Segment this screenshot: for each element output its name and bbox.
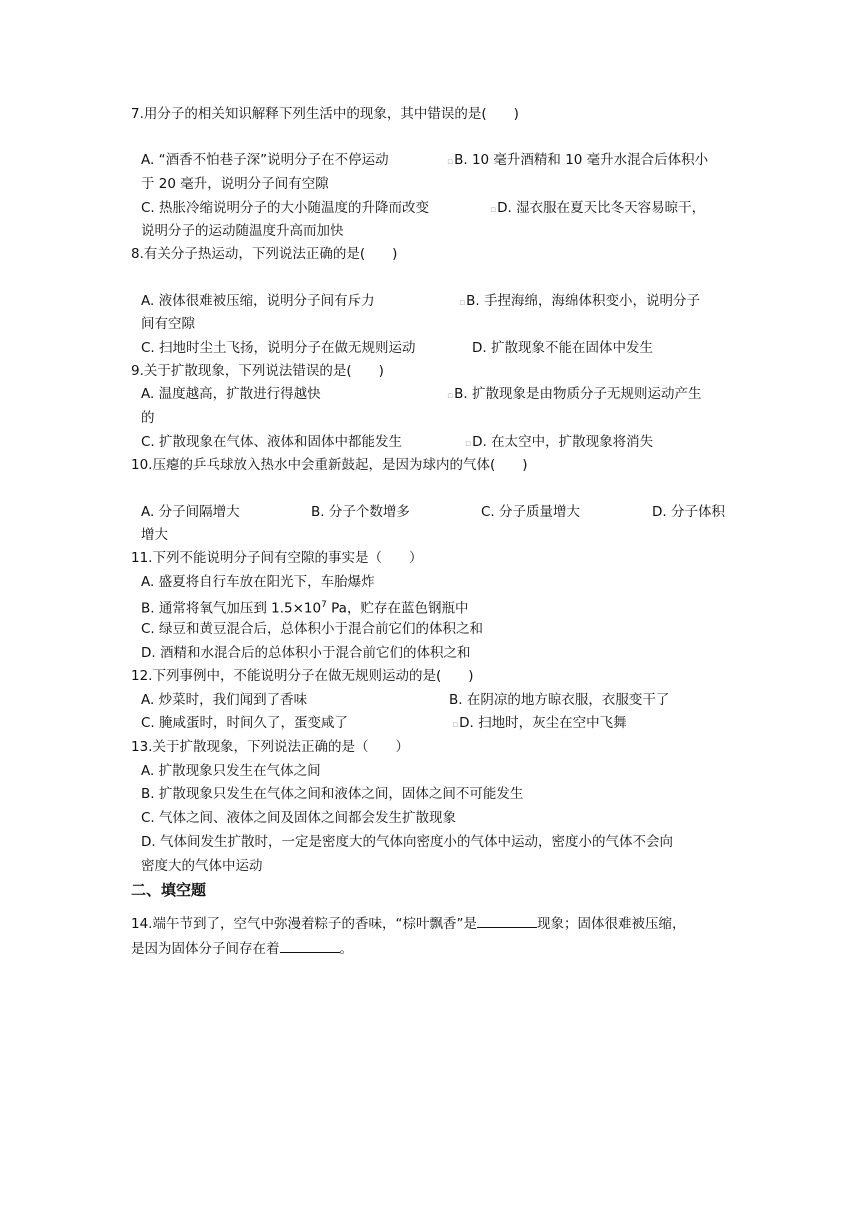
question-13-stem: 13.关于扩散现象，下列说法正确的是（ ）: [131, 739, 409, 755]
option-marker: ▫: [459, 298, 466, 308]
question-11-stem: 11.下列不能说明分子间有空隙的事实是（ ）: [131, 550, 423, 566]
answer-blank[interactable]: [477, 915, 537, 928]
q13-option-d: D. 气体间发生扩散时，一定是密度大的气体向密度小的气体中运动，密度小的气体不会向: [141, 834, 673, 850]
q11-option-b-unit: Pa，贮存在蓝色钢瓶中: [326, 600, 469, 617]
question-8-stem: 8.有关分子热运动，下列说法正确的是( ): [131, 246, 398, 262]
q12-option-a: A. 炒菜时，我们闻到了香味: [141, 692, 308, 708]
option-marker: ▫: [490, 205, 497, 215]
q10-option-d-cont: 增大: [141, 527, 168, 543]
q11-option-c: C. 绿豆和黄豆混合后，总体积小于混合前它们的体积之和: [141, 621, 484, 637]
q12-option-b: B. 在阴凉的地方晾衣服，衣服变干了: [449, 692, 670, 708]
q8-option-c: C. 扫地时尘土飞扬，说明分子在做无规则运动: [141, 340, 416, 356]
q9-option-c: C. 扩散现象在气体、液体和固体中都能发生: [141, 434, 403, 450]
q7-option-c: C. 热胀冷缩说明分子的大小随温度的升降而改变: [141, 200, 430, 216]
q8-option-b: [459, 291, 700, 313]
question-14-line2: [131, 939, 353, 959]
q14-text: 。: [339, 941, 353, 957]
q12-option-d: [452, 713, 627, 735]
q13-option-c: C. 气体之间、液体之间及固体之间都会发生扩散现象: [141, 810, 457, 826]
q7-option-a: A. “酒香不怕巷子深”说明分子在不停运动: [141, 152, 389, 168]
q7-option-d-cont: 说明分子的运动随温度升高而加快: [141, 223, 344, 239]
q7-option-b-cont: 于 20 毫升，说明分子间有空隙: [141, 176, 329, 192]
q8-option-a: A. 液体很难被压缩，说明分子间有斥力: [141, 293, 375, 309]
q11-option-d: D. 酒精和水混合后的总体积小于混合前它们的体积之和: [141, 645, 471, 661]
q12-option-c: C. 腌咸蛋时，时间久了，蛋变咸了: [141, 715, 349, 731]
q8-option-b-text: B. 手捏海绵，海绵体积变小，说明分子: [466, 293, 700, 309]
q10-option-d: D. 分子体积: [652, 504, 725, 520]
q10-option-b: B. 分子个数增多: [311, 504, 410, 520]
exponent: 7: [321, 600, 327, 610]
q7-option-b: [447, 150, 708, 172]
q13-option-b: B. 扩散现象只发生在气体之间和液体之间，固体之间不可能发生: [141, 786, 524, 802]
q8-option-d: D. 扩散现象不能在固体中发生: [472, 340, 653, 356]
q9-option-b-text: B. 扩散现象是由物质分子无规则运动产生: [454, 386, 702, 402]
q14-text: 是因为固体分子间存在着: [131, 941, 280, 957]
q11-option-b-text: B. 通常将氧气加压到 1.5×10: [141, 600, 322, 617]
q12-option-d-text: D. 扫地时，灰尘在空中飞舞: [459, 715, 627, 731]
q7-option-b-text: B. 10 毫升酒精和 10 毫升水混合后体积小: [454, 152, 709, 168]
option-marker: ▫: [452, 720, 459, 730]
q11-option-a: A. 盛夏将自行车放在阳光下，车胎爆炸: [141, 574, 375, 590]
question-9-stem: 9.关于扩散现象，下列说法错误的是( ): [131, 363, 384, 379]
q9-option-b: [447, 384, 701, 406]
q9-option-a: A. 温度越高，扩散进行得越快: [141, 386, 321, 402]
q11-option-b: [141, 595, 468, 619]
q13-option-a: A. 扩散现象只发生在气体之间: [141, 763, 321, 779]
question-12-stem: 12.下列事例中，不能说明分子在做无规则运动的是( ): [131, 668, 474, 684]
section-heading: 二、填空题: [131, 881, 207, 899]
q8-option-b-cont: 间有空隙: [141, 316, 195, 332]
option-marker: ▫: [465, 439, 472, 449]
q9-option-d-text: D. 在太空中，扩散现象将消失: [472, 434, 654, 450]
q9-option-b-cont: 的: [141, 410, 155, 426]
question-7-stem: 7.用分子的相关知识解释下列生活中的现象，其中错误的是( ): [131, 106, 519, 122]
option-marker: ▫: [447, 157, 454, 167]
answer-blank[interactable]: [280, 940, 340, 953]
q7-option-d-text: D. 湿衣服在夏天比冬天容易晾干，: [497, 200, 706, 216]
q10-option-c: C. 分子质量增大: [481, 504, 581, 520]
q13-option-d-cont: 密度大的气体中运动: [141, 858, 263, 874]
q7-option-d: [490, 198, 705, 220]
q9-option-d: [465, 432, 653, 454]
option-marker: ▫: [447, 391, 454, 401]
q14-text: 现象；固体很难被压缩，: [536, 916, 686, 932]
q10-option-a: A. 分子间隔增大: [141, 504, 240, 520]
q14-text: 14.端午节到了，空气中弥漫着粽子的香味，“棕叶飘香”是: [131, 916, 477, 932]
question-14-line1: [131, 914, 685, 934]
question-10-stem: 10.压瘪的乒乓球放入热水中会重新鼓起，是因为球内的气体( ): [131, 457, 528, 473]
